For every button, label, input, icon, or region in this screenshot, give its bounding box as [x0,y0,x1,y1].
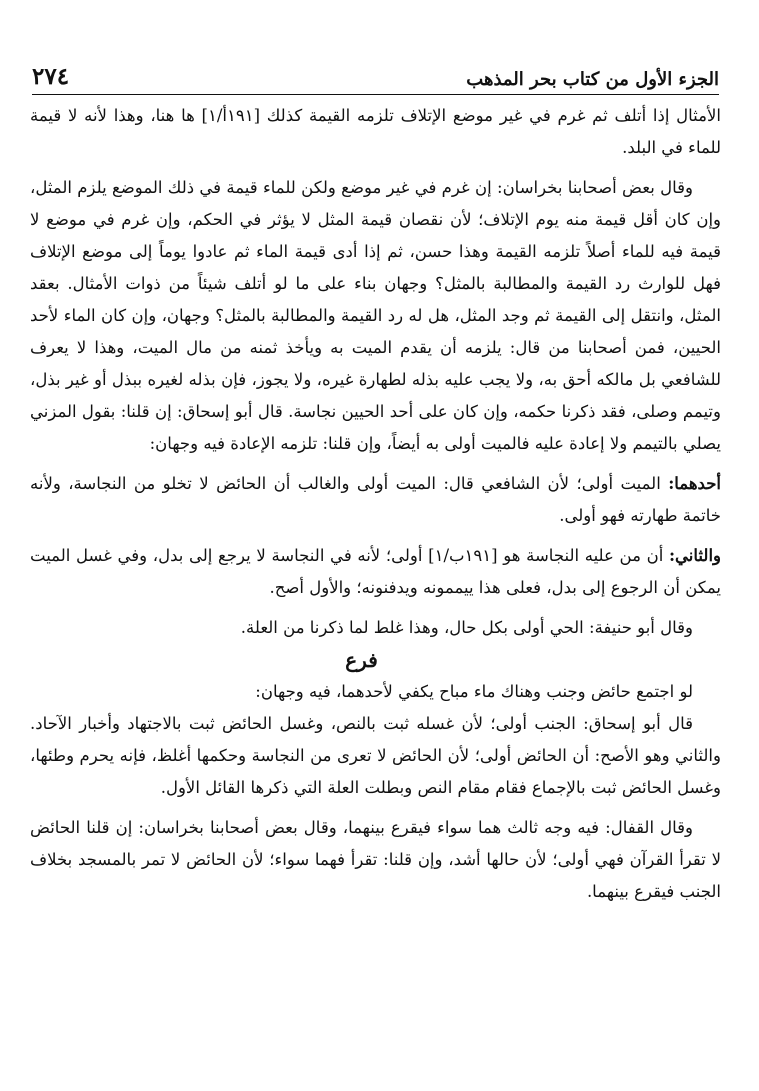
label-second: والثاني: [668,546,721,565]
running-title: الجزء الأول من كتاب بحر المذهب [466,69,719,90]
second-view-text: أن من عليه النجاسة هو [١٩١ب/١] أولى؛ لأنه في النجاسة لا يرجع إلى بدل، وفي غسل الميت يمكن أن الرجوع إلى بدل، فعلى هذا ييممونه ويدفنونه؛ والأول أصح. [30,546,721,597]
paragraph-first-view [30,468,721,532]
section-title: فرع [345,648,378,672]
paragraph-far-intro: لو اجتمع حائض وجنب وهناك ماء مباح يكفي لأحدهما، فيه وجهان: [255,682,693,701]
page-number: ٢٧٤ [32,63,70,90]
paragraph-abu-hanifa: وقال أبو حنيفة: الحي أولى بكل حال، وهذا غلط لما ذكرنا من العلة. [240,618,693,637]
page-body [30,100,721,908]
label-first: أحدهما: [668,474,721,493]
paragraph-second-view [30,540,721,604]
paragraph-2: وقال بعض أصحابنا بخراسان: إن غرم في غير موضع ولكن للماء قيمة في ذلك الموضع يلزم المثل، وإن كان أقل قيمة منه يوم الإتلاف؛ لأن نقصان قيمة المثل لا يؤثر في الحكم، وإن غرم في موضع لا قيمة فيه للماء أصلاً تلزمه القيمة وهذا حسن، ثم إذا أدى قيمة الماء ثم عادوا يوماً إلى موضع الإتلاف فهل للوارث رد القيمة والمطالبة بالمثل؟ وجهان بناء على ما لو أتلف شيئاً من ذوات الأمثال. بعقد المثل، وانتقل إلى القيمة ثم وجد المثل، هل له رد القيمة والمطالبة بالمثل؟ وجهان، وإن كان الماء لأحد الحيين، فمن أصحابنا من قال: يلزمه أن يقدم الميت به ويأخذ ثمنه من مال الميت، وهذا لا يعرف للشافعي بل مالكه أحق به، ولا يجب عليه بذله لطهارة غيره، ولا يجوز، فإن بذله لغيره ببذل أو غير بذل، وتيمم وصلى، فقد ذكرنا حكمه، وإن كان على أحد الحيين نجاسة. قال أبو إسحاق: إن قلنا: بقول المزني يصلي بالتيمم ولا إعادة عليه فالميت أولى به أيضاً، وإن قلنا: تلزمه الإعادة فيه وجهان: [30,178,721,453]
paragraph-qaffal: وقال القفال: فيه وجه ثالث هما سواء فيقرع بينهما، وقال بعض أصحابنا بخراسان: إن قلنا الحائض لا تقرأ القرآن فهي أولى؛ لأن حالها أشد، وإن قلنا: تقرأ فهما سواء؛ لأن الحائض لا تمر بالمسجد بخلاف الجنب فيقرع بينهما. [30,818,721,901]
paragraph-abu-ishaq: قال أبو إسحاق: الجنب أولى؛ لأن غسله ثبت بالنص، وغسل الحائض ثبت بالاجتهاد وأخبار الآحاد. والثاني وهو الأصح: أن الحائض أولى؛ لأن الحائض لا تعرى من النجاسة وحكمها أغلظ، فإنه يحرم وطئها، وغسل الحائض ثبت بالإجماع فقام مقام النص وبطلت العلة التي ذكرها القائل الأول. [30,714,721,797]
page-header [32,58,719,95]
first-view-text: الميت أولى؛ لأن الشافعي قال: الميت أولى والغالب أن الحائض لا تخلو من النجاسة، ولأنه خاتمة طهارته فهو أولى. [30,474,721,525]
paragraph-1: الأمثال إذا أتلف ثم غرم في غير موضع الإتلاف تلزمه القيمة كذلك [١٩١أ/١] ها هنا، وهذا لأنه لا قيمة للماء في البلد. [30,106,721,157]
